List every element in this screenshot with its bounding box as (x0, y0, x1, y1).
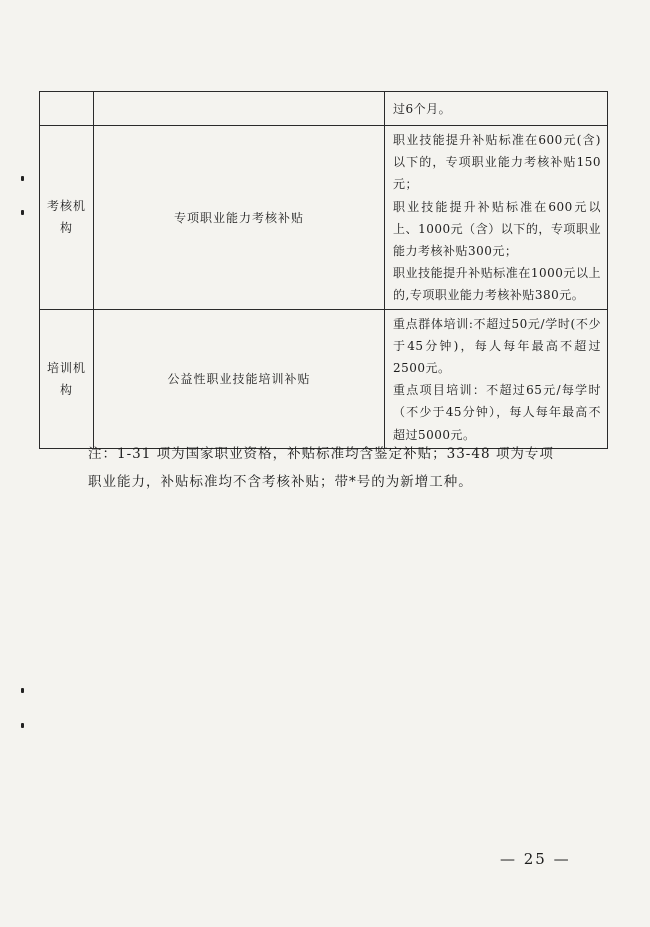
standard-text: 重点群体培训:不超过50元/学时(不少于45分钟)，每人每年最高不超过2500元。 (393, 316, 601, 376)
footnote-line: 职业能力，补贴标准均不含考核补贴；带*号的为新增工种。 (88, 474, 473, 490)
item-cell: 专项职业能力考核补贴 (94, 126, 385, 310)
binding-hole-mark (21, 723, 24, 728)
standard-cell (385, 126, 608, 310)
standard-cell (385, 92, 608, 126)
standard-text: 职业技能提升补贴标准在600元(含)以下的，专项职业能力考核补贴150元； (393, 133, 601, 192)
footnote-line: 注：1-31 项为国家职业资格，补贴标准均含鉴定补贴；33-48 项为专项 (88, 446, 554, 462)
standard-text: 职业技能提升补贴标准在600元以上、1000元（含）以下的，专项职业能力考核补贴300元； (393, 199, 601, 259)
item-cell: 公益性职业技能培训补贴 (94, 309, 385, 448)
subsidy-table (39, 91, 608, 449)
item-cell (94, 92, 385, 126)
standard-text: 过6个月。 (393, 102, 452, 116)
binding-hole-mark (21, 210, 24, 215)
page-number: — 25 — (500, 850, 571, 868)
standard-text: 职业技能提升补贴标准在1000元以上的,专项职业能力考核补贴380元。 (393, 266, 601, 303)
binding-hole-mark (21, 688, 24, 693)
table-row (40, 126, 608, 310)
org-cell (40, 92, 94, 126)
org-cell: 培训机构 (40, 309, 94, 448)
table-footnote (88, 440, 568, 496)
standard-text: 重点项目培训：不超过65元/每学时（不少于45分钟），每人每年最高不超过5000元。 (393, 383, 601, 442)
org-cell: 考核机构 (40, 126, 94, 310)
standard-cell (385, 309, 608, 448)
table-row (40, 309, 608, 448)
binding-hole-mark (21, 176, 24, 181)
table-row (40, 92, 608, 126)
